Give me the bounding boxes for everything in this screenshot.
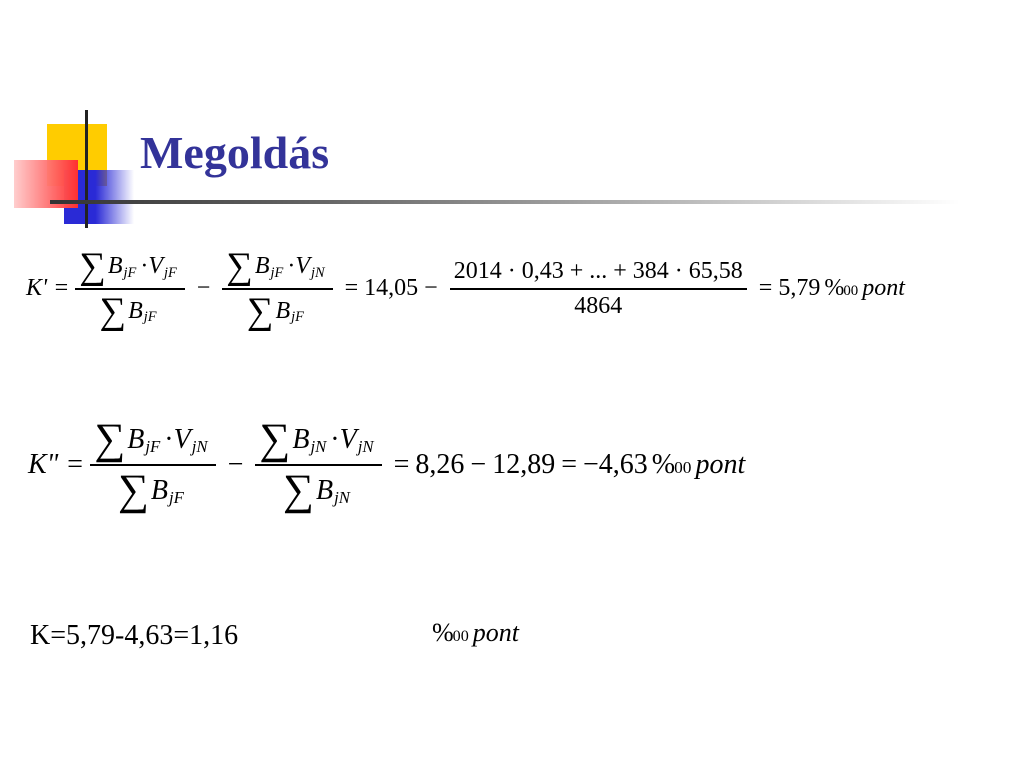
eq1-fraction-1: ∑ B jF · V jF ∑ B jF [75,248,184,330]
sum-symbol-icon: ∑ [246,290,274,332]
sum-symbol-icon: ∑ [94,415,126,463]
sum-symbol-icon: ∑ [99,290,127,332]
eq1-lhs: K' = [26,275,70,302]
eq2-fraction-2: ∑ B jN · V jN ∑ B jN [255,418,381,512]
permil-icon: % 00 [432,618,469,647]
sum-symbol-icon: ∑ [117,465,149,514]
equation-k-total: K=5,79-4,63=1,16 [30,620,239,651]
eq1-fraction-3: $\frac{2014 \cdot 0,43 + ... + 384 \cdot 65,58}{4864}$ [450,258,747,320]
sum-symbol-icon: ∑ [226,246,253,287]
eq2-value-1: 8,26 [415,449,465,481]
eq3-unit: pont [472,618,520,647]
eq1-unit: pont [862,275,905,302]
eq2-fraction-1: ∑ B jF · V jN ∑ B jF [90,418,215,512]
sum-symbol-icon: ∑ [283,465,314,514]
equation-k-double-prime: K" = ∑ B jF · V jN ∑ B jF − ∑ B jN · V jN ∑ B jN = 8,26 − 12,89 = −4,63 % 00 pont [28,415,746,514]
eq2-value-2: 12,89 [492,449,556,481]
slide-title: Megoldás [140,127,330,178]
eq1-value: 14,05 [364,275,419,302]
eq1-result: 5,79 [778,275,821,302]
permil-icon: % 00 [651,449,692,481]
eq2-unit: pont [695,449,746,481]
permil-icon: % 00 [824,275,859,302]
eq2-result: −4,63 [582,449,648,481]
equation-k-prime: K' = ∑ B jF · V jF ∑ B jF − ∑ B jF · V jN ∑ B jF = 14,05 − $\frac{2014 \cdot 0,43 + ... + 384 \cdot 65,58}{4864}$ = 5,79 % 00 pont [26,246,905,332]
logo-vertical-line [85,110,88,228]
sum-symbol-icon: ∑ [259,415,291,463]
eq3-unit-group [428,618,519,648]
eq2-lhs: K" = [28,449,85,481]
sum-symbol-icon: ∑ [79,246,106,287]
eq1-fraction-2: ∑ B jF · V jN ∑ B jF [222,248,332,330]
title-underline [50,200,960,204]
